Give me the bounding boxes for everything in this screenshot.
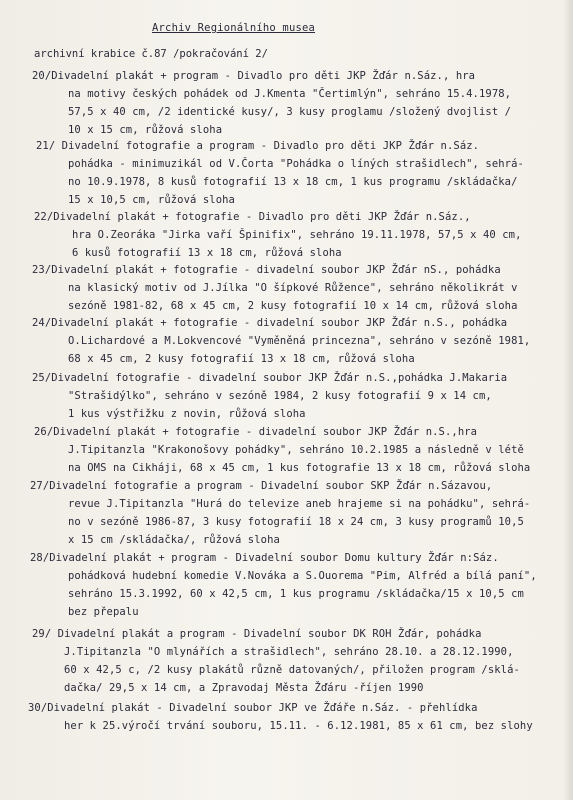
entry-line: 6 kusů fotografií 13 x 18 cm, růžová sloha [72,247,342,259]
entry-line: 68 x 45 cm, 2 kusy fotografií 13 x 18 cm, růžová sloha [68,353,415,365]
entry-line: sezóně 1981-82, 68 x 45 cm, 2 kusy fotografií 10 x 14 cm, růžová sloha [68,300,518,312]
entry-line: hra O.Zeoráka "Jirka vaří Špinifix", sehráno 19.11.1978, 57,5 x 40 cm, [72,229,522,241]
entry-line: no v sezóně 1986-87, 3 kusy fotografií 18 x 24 cm, 3 kusy programů 10,5 [68,516,524,528]
entry-line: 20/Divadelní plakát + program - Divadlo pro děti JKP Žďár n.Sáz., hra [32,70,476,82]
entry-line: revue J.Tipitanzla "Hurá do televize aneb hrajeme si na pohádku", sehrá- [68,498,531,510]
entry-line: 21/ Divadelní fotografie a program - Divadlo pro děti JKP Žďár n.Sáz. [36,140,480,152]
entry-line: 23/Divadelní plakát + fotografie - divadelní soubor JKP Žďár nS., pohádka [32,264,501,276]
entry-line: 57,5 x 40 cm, /2 identické kusy/, 3 kusy proglamu /složený dvojlist / [68,106,512,118]
entry-line: na OMS na Cikháji, 68 x 45 cm, 1 kus fotografie 13 x 18 cm, růžová sloha [68,462,531,474]
entry-line: no 10.9.1978, 8 kusů fotografií 13 x 18 cm, 1 kus programu /skládačka/ [68,176,518,188]
entry-line: 29/ Divadelní plakát a program - Divadelní soubor DK ROH Žďár, pohádka [32,628,482,640]
entry-line: 15 x 10,5 cm, růžová sloha [68,194,235,206]
entry-line: 60 x 42,5 c, /2 kusy plakátů různě datovaných/, přiložen program /sklá- [64,664,520,676]
entry-line: her k 25.výročí trvání souboru, 15.11. - 6.12.1981, 85 x 61 cm, bez slohy [64,720,533,732]
entry-line: J.Tipitanzla "O mlynářích a strašidlech", sehráno 28.10. a 28.12.1990, [64,646,514,658]
entry-line: na motivy českých pohádek od J.Kmenta "Čertimlýn", sehráno 15.4.1978, [68,88,512,100]
entry-line: 25/Divadelní fotografie - divadelní soubor JKP Žďár n.S.,pohádka J.Makaria [32,372,508,384]
box-subtitle: archivní krabice č.87 /pokračování 2/ [34,48,268,60]
entry-line: x 15 cm /skládačka/, růžová sloha [68,534,280,546]
entry-line: 24/Divadelní plakát + fotografie - divadelní soubor JKP Žďár n.S., pohádka [32,317,508,329]
entry-line: O.Lichardové a M.Lokvencové "Vyměněná princezna", sehráno v sezóně 1981, [68,335,531,347]
entry-line: 10 x 15 cm, růžová sloha [68,124,223,136]
entry-line: 27/Divadelní fotografie a program - Divadelní soubor SKP Žďár n.Sázavou, [30,480,493,492]
entry-line: J.Tipitanzla "Krakonošovy pohádky", sehráno 10.2.1985 a následně v létě [68,444,524,456]
entry-line: pohádka - minimuzikál od V.Čorta "Pohádka o líných strašidlech", sehrá- [68,158,524,170]
entry-line: 28/Divadelní plakát + program - Divadelní soubor Domu kultury Žďár n:Sáz. [30,552,499,564]
entry-line: dačka/ 29,5 x 14 cm, a Zpravodaj Města Žďáru -říjen 1990 [64,682,424,694]
entry-line: 26/Divadelní plakát + fotografie - divadelní soubor JKP Žďár n.S.,hra [34,426,478,438]
entry-line: "Strašidýlko", sehráno v sezóně 1984, 2 kusy fotografií 9 x 14 cm, [68,390,492,402]
entry-line: 1 kus výstřižku z novin, růžová sloha [68,408,306,420]
entry-line: na klasický motiv od J.Jílka "O šípkové Růžence", sehráno několikrát v [68,282,518,294]
entry-line: 30/Divadelní plakát - Divadelní soubor JKP ve Žďáře n.Sáz. - přehlídka [28,702,478,714]
entry-line: 22/Divadelní plakát + fotografie - Divadlo pro děti JKP Žďár n.Sáz., [34,211,471,223]
entry-line: bez přepalu [68,606,139,618]
entry-line: pohádková hudební komedie V.Nováka a S.Ouorema "Pim, Alfréd a bílá paní", [68,570,537,582]
entry-line: sehráno 15.3.1992, 60 x 42,5 cm, 1 kus programu /skládačka/15 x 10,5 cm [68,588,524,600]
archive-title: Archiv Regionálního musea [152,22,316,34]
page-edge-shadow [563,0,573,800]
